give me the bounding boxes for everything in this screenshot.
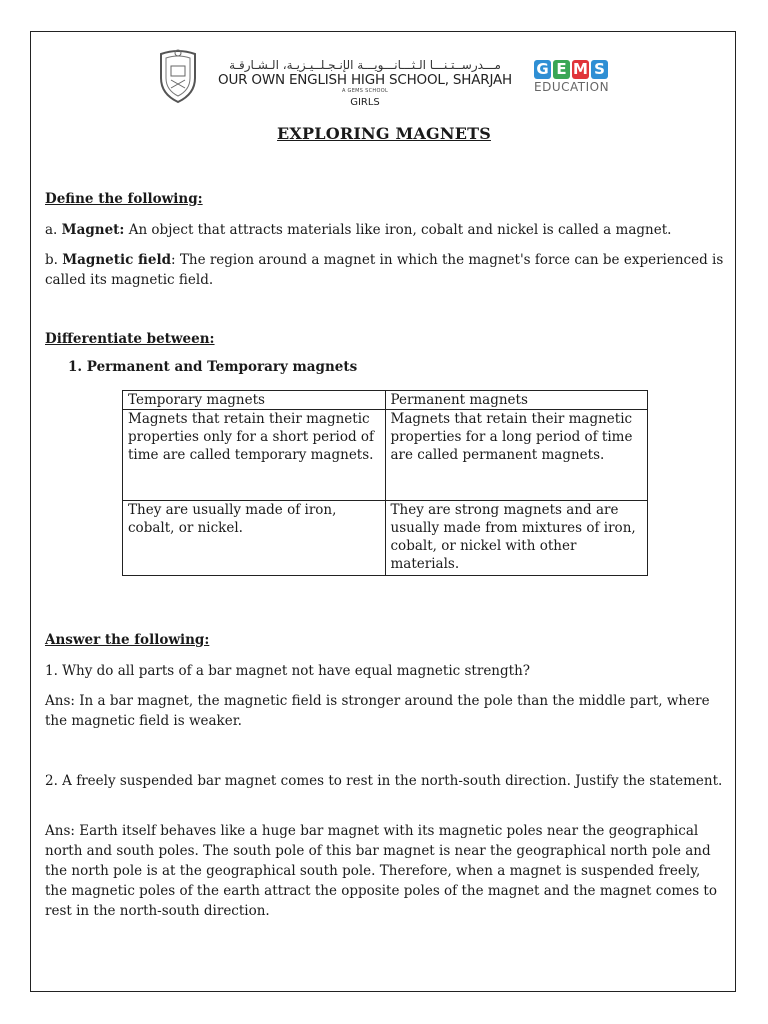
page-title: EXPLORING MAGNETS	[277, 124, 491, 143]
table-cell: Magnets that retain their magnetic properties for a long period of time are called permanent magnets.	[385, 410, 648, 501]
gems-letters	[534, 60, 614, 79]
answer-2: Ans: Earth itself behaves like a huge bar magnet with its magnetic poles near the geographical north and south poles. The south pole of this bar magnet is near the geographical north pole and the north pole is at the geographical south pole. Therefore, when a magnet is suspended freely, the magnetic poles of the earth attract the opposite poles of the magnet and the magnet comes to rest in the north-south direction.	[45, 823, 717, 919]
define-heading: Define the following:	[45, 191, 203, 207]
gems-education-text: EDUCATION	[534, 80, 610, 94]
definition-b-term: Magnetic field	[62, 252, 172, 268]
school-name: OUR OWN ENGLISH HIGH SCHOOL, SHARJAH	[218, 72, 512, 88]
gems-letter-s: S	[591, 60, 608, 79]
definition-b-prefix: b.	[45, 252, 63, 268]
table-header-permanent: Permanent magnets	[385, 391, 648, 410]
question-1: 1. Why do all parts of a bar magnet not have equal magnetic strength?	[45, 663, 530, 679]
definition-b-text: : The region around a magnet in which the magnet's force can be experienced is called its magnetic field.	[45, 252, 724, 288]
school-name-arabic: مـــدرســتـنـــا الـثـــانـــويـــة الإنـجـلــيـزيـة، الـشـارقـة	[229, 58, 501, 72]
gems-letter-e: E	[553, 60, 570, 79]
school-name-block	[218, 58, 512, 110]
differentiate-item-1: 1. Permanent and Temporary magnets	[68, 359, 358, 375]
gems-school-tag: A GEMS SCHOOL	[341, 88, 389, 94]
definition-magnetic-field	[45, 250, 725, 290]
table-header-temporary: Temporary magnets	[123, 391, 386, 410]
definition-a-prefix: a.	[45, 222, 62, 238]
girls-label: GIRLS	[350, 97, 380, 108]
school-crest-logo	[153, 48, 203, 104]
definition-a-text: An object that attracts materials like iron, cobalt and nickel is called a magnet.	[124, 222, 672, 238]
table-row	[123, 410, 648, 501]
answer-heading: Answer the following:	[45, 632, 210, 648]
question-2: 2. A freely suspended bar magnet comes to rest in the north-south direction. Justify the statement.	[45, 773, 723, 789]
table-cell: They are strong magnets and are usually made from mixtures of iron, cobalt, or nickel with other materials.	[385, 501, 648, 576]
differentiate-heading: Differentiate between:	[45, 331, 215, 347]
gems-letter-m: M	[573, 60, 588, 78]
magnets-comparison-table	[122, 390, 648, 576]
answer-1: Ans: In a bar magnet, the magnetic field is stronger around the pole than the middle part, where the magnetic field is weaker.	[45, 693, 710, 729]
gems-education-logo	[534, 60, 614, 96]
table-cell: Magnets that retain their magnetic properties only for a short period of time are called temporary magnets.	[123, 410, 386, 501]
table-cell: They are usually made of iron, cobalt, or nickel.	[123, 501, 386, 576]
gems-letter-g: G	[534, 60, 551, 79]
definition-a-term: Magnet:	[61, 222, 125, 238]
table-header-row	[123, 391, 648, 410]
definition-magnet	[45, 220, 725, 240]
table-row	[123, 501, 648, 576]
